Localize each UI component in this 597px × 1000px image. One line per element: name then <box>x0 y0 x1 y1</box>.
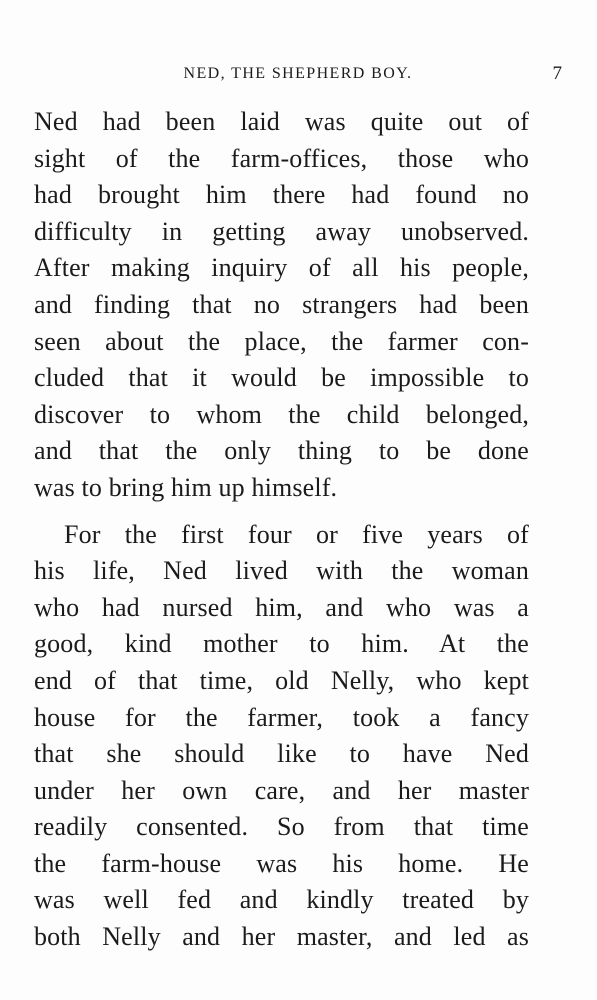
text-line: and finding that no strangers had been <box>34 289 529 319</box>
text-line: was well fed and kindly treated by <box>34 885 529 915</box>
text-line: the farm-house was his home. He <box>34 848 529 878</box>
text-line: For the first four or five years of <box>64 519 529 549</box>
text-line: discover to whom the child belonged, <box>34 399 529 429</box>
paragraph <box>34 104 529 507</box>
text-line: good, kind mother to him. At the <box>34 629 529 659</box>
text-line: both Nelly and her master, and led as <box>34 922 529 952</box>
running-head <box>34 62 562 86</box>
text-line: Ned had been laid was quite out of <box>34 107 529 136</box>
text-line: was to bring him up himself. <box>34 472 338 502</box>
text-line: house for the farmer, took a fancy <box>34 702 529 732</box>
text-line: who had nursed him, and who was a <box>34 592 529 622</box>
text-line: seen about the place, the farmer con- <box>34 326 529 356</box>
text-line: his life, Ned lived with the woman <box>34 556 529 586</box>
text-line: and that the only thing to be done <box>34 436 529 466</box>
running-title: NED, THE SHEPHERD BOY. <box>183 65 413 82</box>
text-line: After making inquiry of all his people, <box>34 253 529 283</box>
text-line: difficulty in getting away unobserved. <box>34 216 529 246</box>
paragraph <box>34 517 529 956</box>
text-line: had brought him there had found no <box>34 180 529 210</box>
paragraph-gap <box>34 507 529 517</box>
page-number: 7 <box>552 63 562 84</box>
text-line: readily consented. So from that time <box>34 812 529 842</box>
text-line: sight of the farm-offices, those who <box>34 143 529 173</box>
text-line: cluded that it would be impossible to <box>34 363 529 393</box>
text-line: that she should like to have Ned <box>34 739 529 769</box>
text-line: end of that time, old Nelly, who kept <box>34 665 529 695</box>
text-line: under her own care, and her master <box>34 775 529 805</box>
body-text <box>34 104 529 956</box>
